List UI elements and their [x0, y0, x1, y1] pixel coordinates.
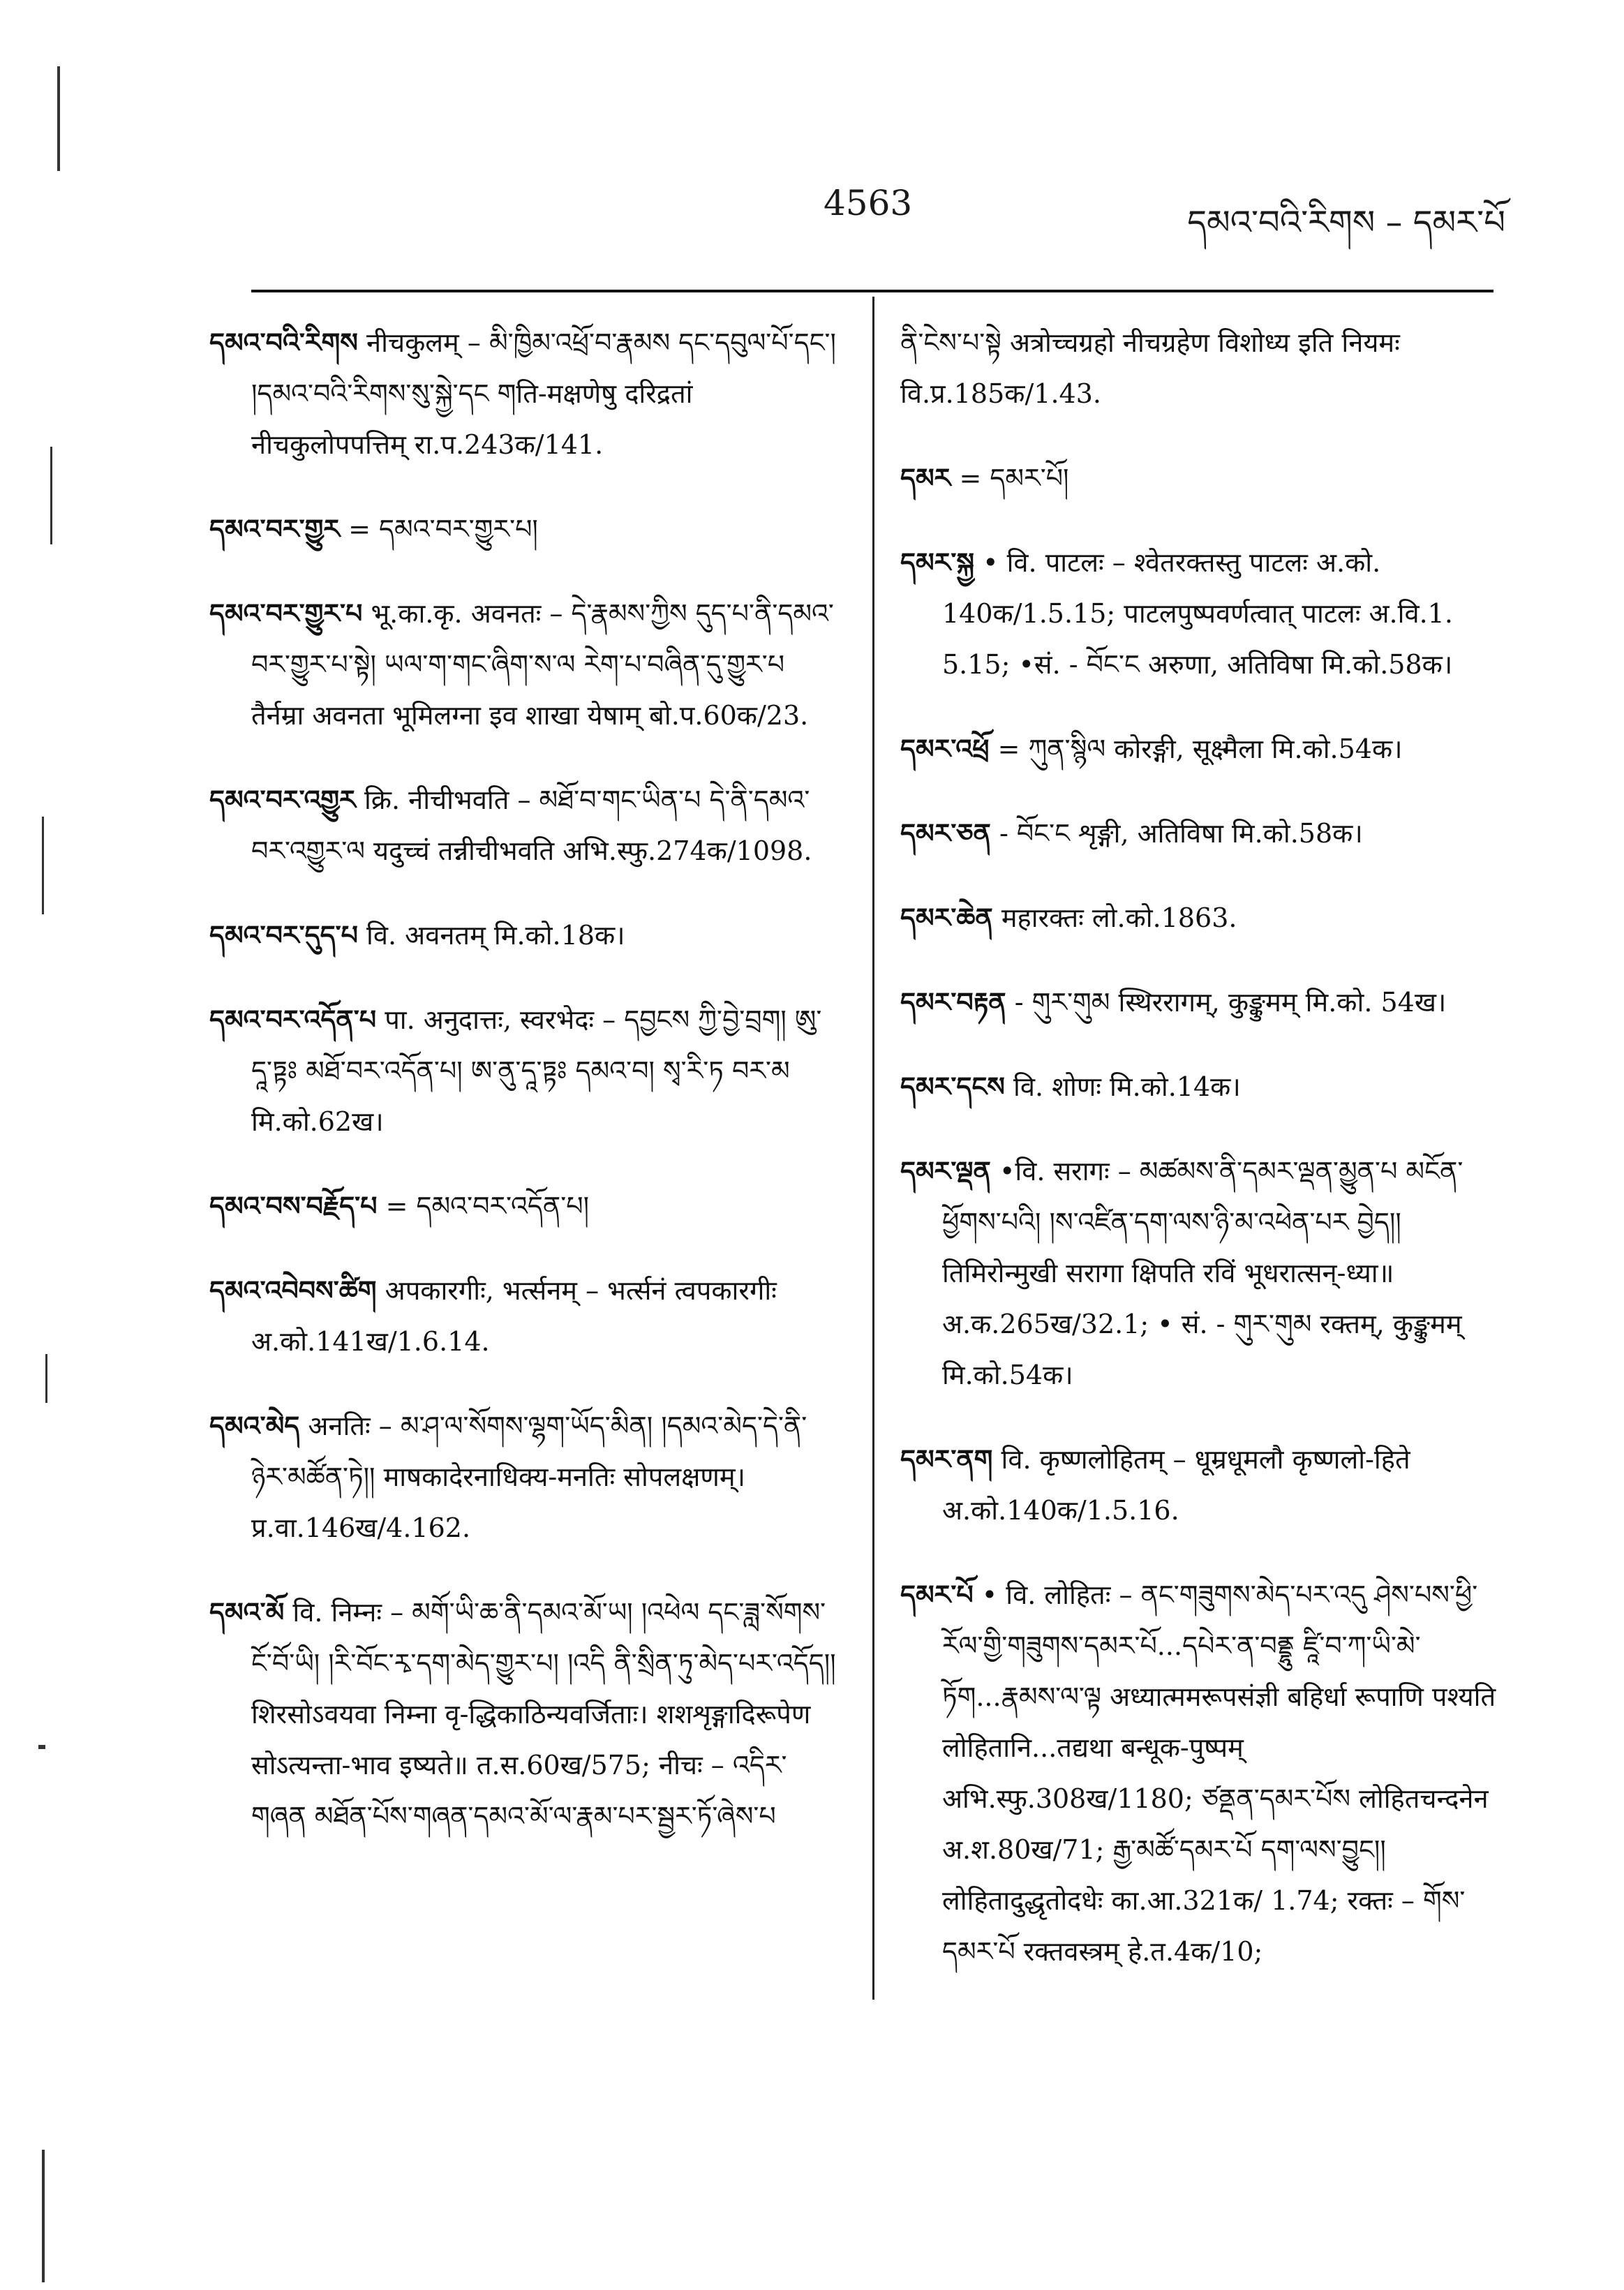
entry-apakaragih: [209, 1265, 837, 1367]
headword: དམར་དངས: [900, 1071, 1005, 1102]
entry-nicibhavati: [209, 775, 837, 877]
entry-korangi: [900, 724, 1500, 775]
entry-text: नीचकुलम् – མི་ཁྱིམ་འཕྲོ་བ་རྣམས དང་དབུལ་པོ་དང་། །དམའ་བའི་རིགས་སུ་སྐྱེ་དང གति-मक्षणेषु दरिद्रतां नीचकुलोपपत्तिम् रा.प.243क/141.: [251, 327, 836, 460]
entry-nimnah: [209, 1587, 837, 1842]
margin-mark: [42, 817, 44, 914]
entry-text: पा. अनुदात्तः, स्वरभेदः – དབྱངས ཀྱི་བྱེ་བྲག། ཨུ་དཱ་ཏྟཿ མཐོ་བར་འདོན་པ། ཨ་ནུ་དཱ་ཏྟཿ དམའ་བ། སྭ་རི་ཏ བར་མ मि.को.62ख।: [251, 1004, 822, 1137]
entry-mar-gyur: [209, 504, 837, 555]
headword: དམའ་འབེབས་ཚིག: [209, 1275, 377, 1306]
page-number: 4563: [824, 183, 913, 223]
entry-text: वि. निम्नः – མགོ་ཡི་ཆ་ནི་དམའ་མོ་ཡ། །འཕེལ དང་ཟླ་སོགས་ངོ་བོ་ཡི། །རི་བོང་རྭ་དག་མེད་གྱུར་པ། །འདི ནི་སྲིན་ཏུ་མེད་པར་འདོད།། शिरसोऽवयवा निम्ना वृ-द्धिकाठिन्यवर्जिताः। शशशृङ्गादिरूपेण सोऽत्यन्ता-भाव इष्यते॥ त.स.60ख/575; नीचः – འདིར་གཞན མཐོན་པོས་གཞན་དམའ་མོ་ལ་རྣམ་པར་སྦྱར་ཏོ་ཞེས་པ: [251, 1597, 836, 1831]
headword: དམར་བརྟན: [900, 987, 1006, 1018]
entry-text: अनतिः – མ་ཤ་ལ་སོགས་ལྷག་ཡོད་མིན། །དམའ་མེད་དེ་ནི་ཉེར་མཚོན་ཏེ།། माषकादेरनाधिक्य-मनतिः सोपलक्षणम्। प्र.वा.146ख/4.162.: [251, 1411, 807, 1543]
headword: དམའ་བས་བརྗོད་པ: [209, 1191, 378, 1221]
headword: དམར: [900, 463, 951, 493]
headword: དམར་སྐྱ: [900, 547, 974, 578]
headword: དམའ་མེད: [209, 1411, 300, 1441]
column-divider: [872, 297, 874, 2000]
entry-dmar: [900, 453, 1500, 504]
entry-avanatam: [209, 910, 837, 961]
headword: དམར་ནག: [900, 1444, 993, 1475]
headword: དམའ་མོ: [209, 1597, 285, 1628]
margin-mark: [42, 2150, 45, 2282]
entry-continuation: [900, 318, 1500, 419]
margin-mark: [57, 66, 60, 171]
running-head: དམའ་བའི་རིགས – དམར་པོ: [1187, 203, 1505, 242]
margin-mark: [50, 447, 52, 544]
entry-text: ནི་ངེས་པ་སྟེ अत्रोच्चग्रहो नीचग्रहेण विशोध्य इति नियमः वि.प्र.185क/1.43.: [900, 327, 1400, 409]
entry-avanatah: [209, 588, 837, 741]
entry-text: - གུར་གུམ स्थिररागम्, कुङ्कुमम् मि.को. 54ख।: [1014, 987, 1447, 1018]
entry-text: महारक्तः लो.को.1863.: [1001, 902, 1237, 933]
entry-sthiraragam: [900, 977, 1500, 1028]
margin-mark: [38, 1745, 45, 1749]
headword: དམར་ལྡན: [900, 1156, 991, 1187]
headword: དམར་འཕྲོ: [900, 734, 990, 764]
entry-text: वि. कृष्णलोहितम् – धूम्रधूमलौ कृष्णलो-हिते अ.को.140क/1.5.16.: [942, 1444, 1410, 1526]
entry-anatih: [209, 1401, 837, 1554]
entry-text: = དམའ་བར་འདོན་པ།: [385, 1191, 590, 1221]
headword: དམར་ཆེན: [900, 902, 993, 933]
entry-text: • वि. लोहितः – ནང་གཟུགས་མེད་པར་འདུ ཤེས་པས་ཕྱི་རོལ་གྱི་གཟུགས་དམར་པོ...དཔེར་ན་བནྡྷུ ཛཱི་བ་ཀ་ཡི་མེ་ཏོག...རྣམས་ལ་ལྟ अध्यात्ममरूपसंज्ञी बहिर्धा रूपाणि पश्यति लोहितानि...तद्यथा बन्धूक-पुष्पम् अभि.स्फु.308ख/1180; ཙནྡན་དམར་པོས लोहितचन्दनेन अ.श.80ख/71; རྒྱ་མཚོ་དམར་པོ དག་ལས་བྱུང།། लोहितादुद्धृतोदधेः का.आ.321क/ 1.74; रक्तः – གོས་དམར་པོ रक्तवस्त्रम् हे.त.4क/10;: [942, 1579, 1496, 1967]
headword: དམར་པོ: [900, 1579, 974, 1610]
right-column: [900, 318, 1500, 2011]
headword: དམའ་བར་འདོན་པ: [209, 1004, 377, 1035]
entry-patalah: [900, 537, 1500, 690]
entry-maharaktah: [900, 893, 1500, 944]
headword: དམའ་བར་དུད་པ: [209, 920, 358, 951]
headword: དམའ་བར་འགྱུར: [209, 785, 356, 815]
entry-saragah: [900, 1146, 1500, 1401]
entry-text: = དམའ་བར་གྱུར་པ།: [348, 514, 538, 544]
entry-text: अपकारगीः, भर्त्सनम् – भर्त्सनं त्वपकारगीः अ.को.141ख/1.6.14.: [251, 1275, 777, 1357]
entry-text: = དམར་པོ།: [959, 463, 1069, 493]
entry-lohitah: [900, 1570, 1500, 1977]
headword: དམར་ཅན: [900, 818, 991, 849]
entry-mas-brjod: [209, 1181, 837, 1232]
headword: དམའ་བར་གྱུར: [209, 514, 341, 544]
entry-text: भू.का.कृ. अवनतः – དེ་རྣམས་ཀྱིས དུད་པ་ནི་དམའ་བར་གྱུར་པ་སྟེ། ཡལ་ག་གང་ཞིག་ས་ལ རེག་པ་བཞིན་དུ་གྱུར་པ तैर्नम्रा अवनता भूमिलग्ना इव शाखा येषाम् बो.प.60क/23.: [251, 598, 834, 731]
entry-text: - བོང་ང शृङ्गी, अतिविषा मि.को.58क।: [999, 818, 1363, 849]
entry-text: क्रि. नीचीभवति – མཐོ་བ་གང་ཡིན་པ དེ་ནི་དམའ་བར་འགྱུར་ལ यदुच्चं तन्नीचीभवति अभि.स्फु.274क/1098.: [251, 785, 812, 866]
entry-text: वि. अवनतम् मि.को.18क।: [366, 920, 625, 951]
margin-mark: [45, 1354, 47, 1403]
headword: དམའ་བར་གྱུར་པ: [209, 598, 363, 629]
entry-text: वि. शोणः मि.को.14क।: [1013, 1071, 1241, 1102]
entry-anudattah: [209, 995, 837, 1147]
entry-text: = ཀུན་སྙིལ कोरङ्गी, सूक्ष्मैला मि.को.54क।: [997, 734, 1403, 764]
entry-sonah: [900, 1062, 1500, 1113]
header-rule: [251, 290, 1493, 292]
entry-nicakulam: [209, 318, 837, 470]
entry-krsnalohitam: [900, 1434, 1500, 1536]
headword: དམའ་བའི་རིགས: [209, 327, 358, 358]
entry-srngi: [900, 808, 1500, 859]
entry-text: • वि. पाटलः – श्वेतरक्तस्तु पाटलः अ.को. 140क/1.5.15; पाटलपुष्पवर्णत्वात् पाटलः अ.वि.1. 5.15; •सं. - བོང་ང अरुणा, अतिविषा मि.को.58क।: [942, 547, 1453, 680]
left-column: [209, 318, 837, 1875]
entry-text: •वि. सरागः – མཚམས་ནི་དམར་ལྡན་མྱུན་པ མངོན་ཕྱོགས་པའི། །ས་འཛིན་དག་ལས་ཉི་མ་འཕེན་པར བྱེད།། तिमिरोन्मुखी सरागा क्षिपति रविं भूधरात्सन्-ध्या॥ अ.क.265ख/32.1; • सं. - གུར་གུམ रक्तम्, कुङ्कुमम् मि.को.54क।: [942, 1156, 1463, 1390]
